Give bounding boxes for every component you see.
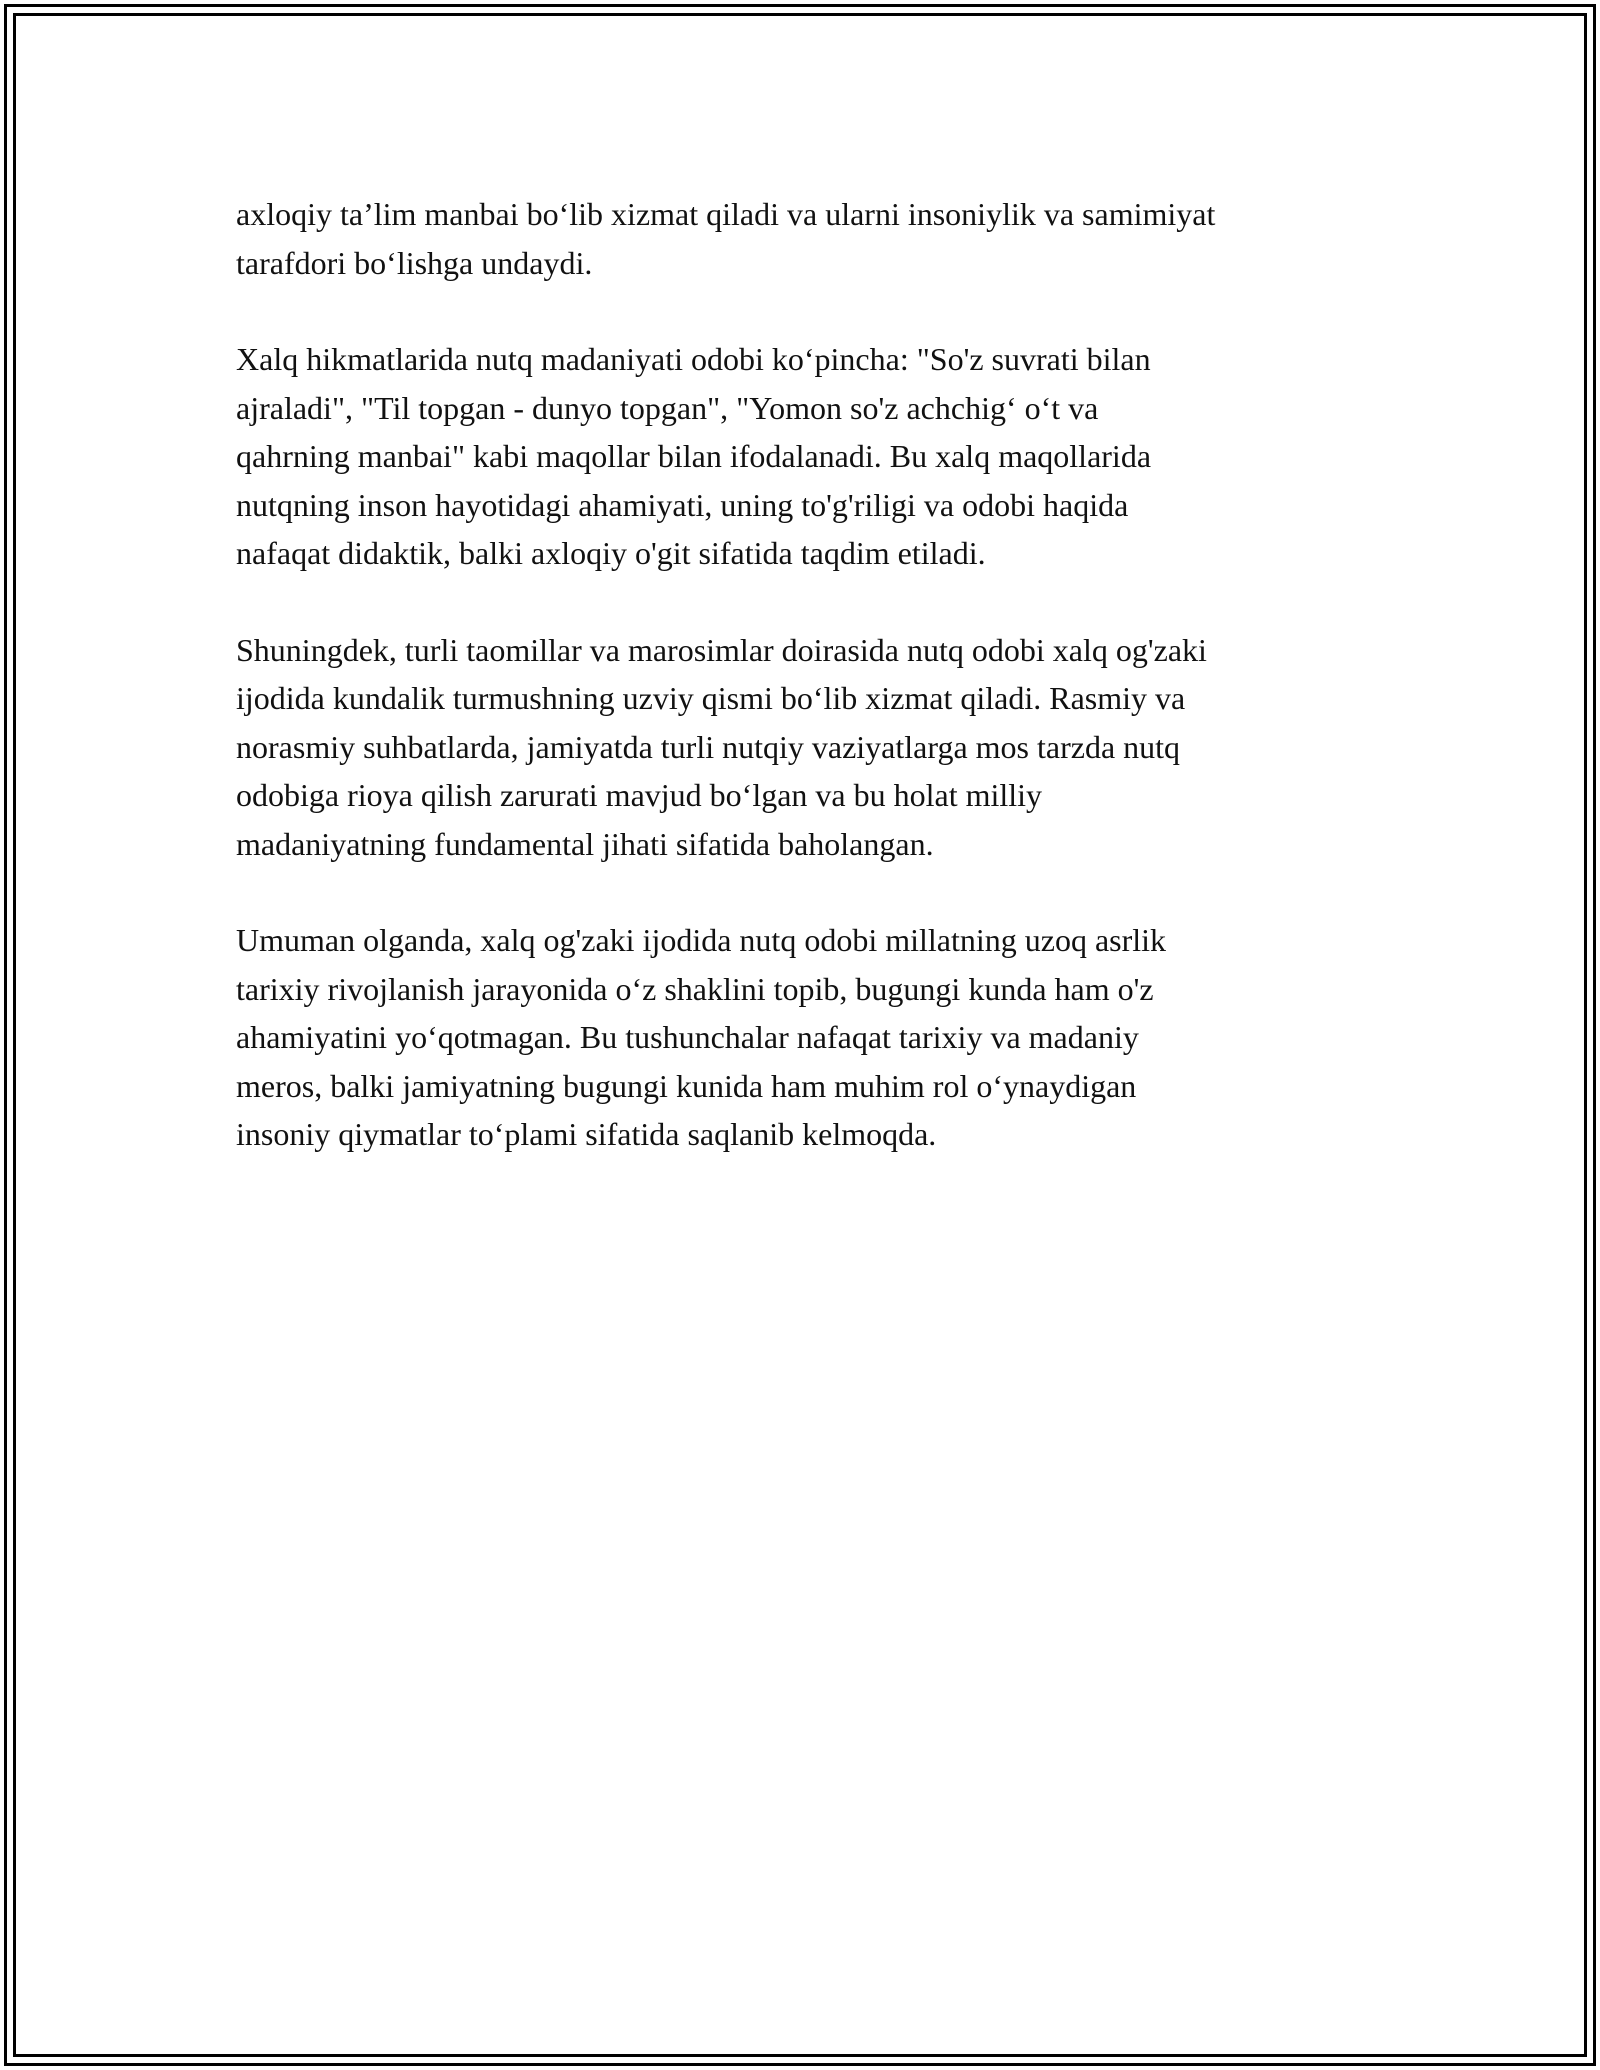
text-line: qahrning manbai" kabi maqollar bilan ifodalanadi. Bu xalq maqollarida: [236, 438, 1152, 474]
paragraph-2: [236, 335, 1376, 578]
text-line: odobiga rioya qilish zarurati mavjud bo‘lgan va bu holat milliy: [236, 777, 1043, 813]
text-line: axloqiy ta’lim manbai bo‘lib xizmat qiladi va ularni insoniylik va samimiyat: [236, 196, 1216, 232]
text-line: madaniyatning fundamental jihati sifatida baholangan.: [236, 825, 934, 862]
text-line: ijodida kundalik turmushning uzviy qismi bo‘lib xizmat qiladi. Rasmiy va: [236, 680, 1186, 716]
paragraph-3: [236, 626, 1376, 869]
text-line: Umuman olganda, xalq og'zaki ijodida nutq odobi millatning uzoq asrlik: [236, 922, 1167, 958]
text-line: meros, balki jamiyatning bugungi kunida ham muhim rol o‘ynaydigan: [236, 1067, 1137, 1104]
text-line: Xalq hikmatlarida nutq madaniyati odobi ko‘pincha: "So'z suvrati bilan: [236, 341, 1151, 377]
text-line: ajraladi", "Til topgan - dunyo topgan", "Yomon so'z achchig‘ o‘t va: [236, 389, 1099, 426]
text-line: nutqning inson hayotidagi ahamiyati, uning to'g'riligi va odobi haqida: [236, 486, 1129, 523]
text-line: ahamiyatini yo‘qotmagan. Bu tushunchalar nafaqat tarixiy va madaniy: [236, 1019, 1139, 1055]
text-line: insoniy qiymatlar to‘plami sifatida saqlanib kelmoqda.: [236, 1116, 937, 1152]
document-body: [236, 190, 1376, 1207]
text-line: nafaqat didaktik, balki axloqiy o'git sifatida taqdim etiladi.: [236, 535, 986, 571]
text-line: Shuningdek, turli taomillar va marosimlar doirasida nutq odobi xalq og'zaki: [236, 631, 1207, 668]
paragraph-4: [236, 916, 1376, 1159]
text-line: tarafdori bo‘lishga undaydi.: [236, 244, 593, 281]
paragraph-1: [236, 190, 1376, 287]
text-line: tarixiy rivojlanish jarayonida o‘z shaklini topib, bugungi kunda ham o'z: [236, 970, 1154, 1007]
text-line: norasmiy suhbatlarda, jamiyatda turli nutqiy vaziyatlarga mos tarzda nutq: [236, 728, 1181, 765]
